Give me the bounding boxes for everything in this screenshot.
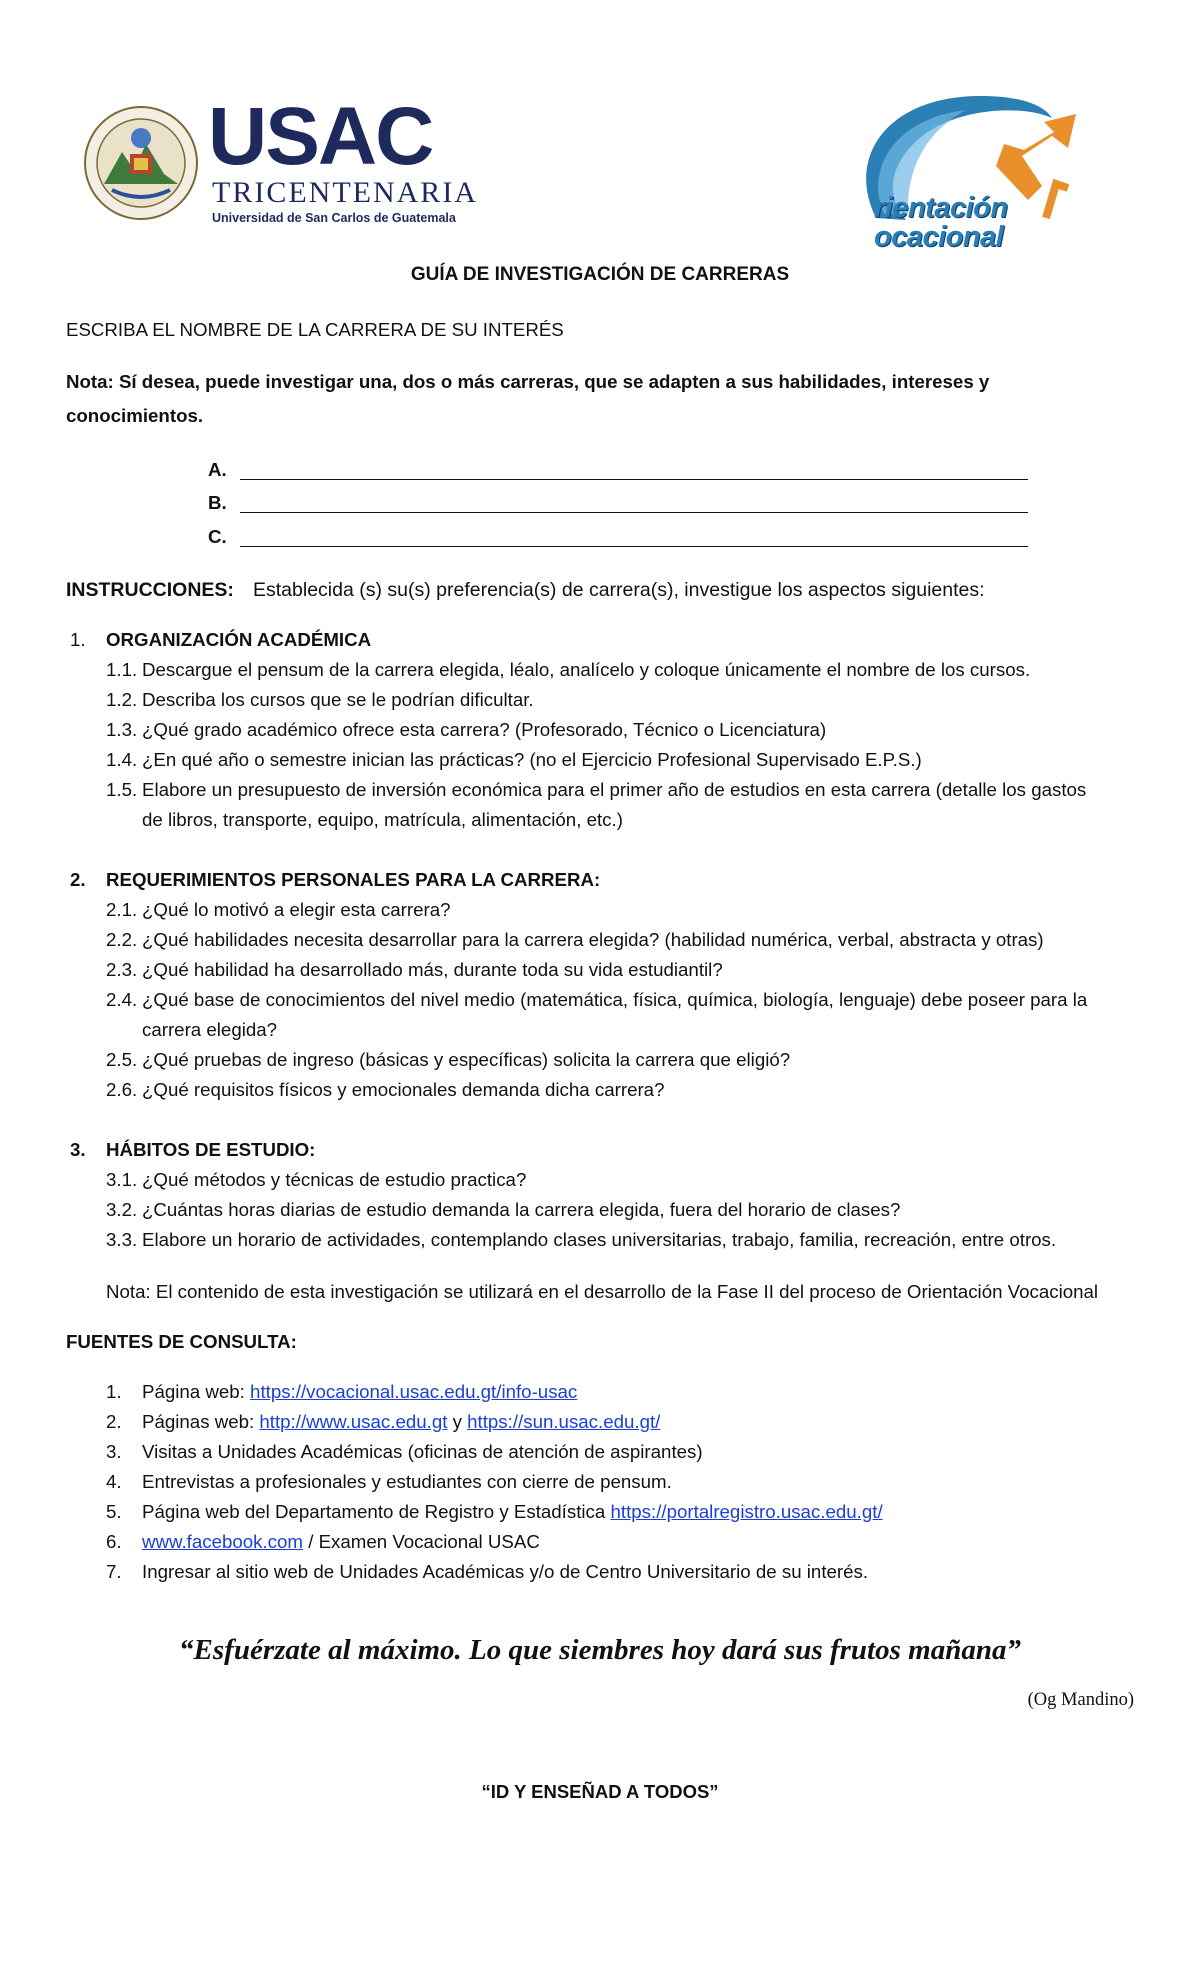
source-5-pre: Página web del Departamento de Registro y Estadística	[142, 1501, 611, 1522]
item-1-1-text: Descargue el pensum de la carrera elegida, léalo, analícelo y coloque únicamente el nombre de los cursos.	[142, 659, 1031, 680]
item-1-2-text: Describa los cursos que se le podrían dificultar.	[142, 689, 534, 710]
section-3-num: 3.	[70, 1139, 86, 1160]
source-5-num: 5.	[106, 1501, 122, 1522]
source-3-text: Visitas a Unidades Académicas (oficinas de atención de aspirantes)	[142, 1441, 703, 1462]
source-6-num: 6.	[106, 1531, 122, 1552]
career-blank-c[interactable]	[240, 546, 1028, 547]
source-6-post: / Examen Vocacional USAC	[303, 1531, 540, 1552]
item-3-3-num: 3.3.	[106, 1229, 138, 1250]
motivational-quote: “Esfuérzate al máximo. Lo que siembres hoy dará sus frutos mañana”	[179, 1634, 1021, 1666]
source-5-link[interactable]: https://portalregistro.usac.edu.gt/	[610, 1501, 883, 1522]
item-2-2-text: ¿Qué habilidades necesita desarrollar para la carrera elegida? (habilidad numérica, verbal, abstracta y otras)	[142, 929, 1044, 950]
instructions-text: Establecida (s) su(s) preferencia(s) de carrera(s), investigue los aspectos siguientes:	[253, 579, 985, 601]
item-2-4-num: 2.4.	[106, 989, 138, 1010]
item-3-1-num: 3.1.	[106, 1169, 138, 1190]
source-1-link[interactable]: https://vocacional.usac.edu.gt/info-usac	[250, 1381, 578, 1402]
source-6-link[interactable]: www.facebook.com	[142, 1531, 303, 1552]
quote-author: (Og Mandino)	[1027, 1690, 1134, 1710]
instructions-label: INSTRUCCIONES:	[66, 579, 234, 601]
source-4-text: Entrevistas a profesionales y estudiantes con cierre de pensum.	[142, 1471, 672, 1492]
blank-label-c: C.	[208, 526, 227, 547]
ov-logo-text: rientación ocacional	[874, 192, 1008, 253]
source-2-link-2[interactable]: https://sun.usac.edu.gt/	[467, 1411, 661, 1432]
item-2-2-num: 2.2.	[106, 929, 138, 950]
item-3-2-num: 3.2.	[106, 1199, 138, 1220]
page-title: GUÍA DE INVESTIGACIÓN DE CARRERAS	[410, 264, 790, 285]
item-2-5-text: ¿Qué pruebas de ingreso (básicas y específicas) solicita la carrera que eligió?	[142, 1049, 791, 1070]
item-2-1-text: ¿Qué lo motivó a elegir esta carrera?	[142, 899, 451, 920]
career-blank-a[interactable]	[240, 479, 1028, 480]
source-2	[142, 1410, 660, 1433]
section-2-heading: REQUERIMIENTOS PERSONALES PARA LA CARRERA:	[106, 869, 601, 890]
note-line-2: conocimientos.	[66, 405, 204, 426]
item-1-5-text: Elabore un presupuesto de inversión económica para el primer año de estudios en esta carrera (detalle los gastos	[142, 779, 1087, 800]
item-1-3-text: ¿Qué grado académico ofrece esta carrera? (Profesorado, Técnico o Licenciatura)	[142, 719, 827, 740]
item-2-3-text: ¿Qué habilidad ha desarrollado más, durante toda su vida estudiantil?	[142, 959, 723, 980]
usac-subtitle: TRICENTENARIA	[212, 176, 478, 209]
item-1-5-num: 1.5.	[106, 779, 138, 800]
blank-label-a: A.	[208, 459, 227, 480]
item-2-1-num: 2.1.	[106, 899, 138, 920]
sources-heading: FUENTES DE CONSULTA:	[66, 1331, 297, 1352]
item-3-3-text: Elabore un horario de actividades, contemplando clases universitarias, trabajo, familia, recreación, entre otros.	[142, 1229, 1057, 1250]
usac-logo	[82, 91, 478, 236]
usac-brand: USAC	[208, 91, 433, 182]
item-2-3-num: 2.3.	[106, 959, 138, 980]
note-line-1: Nota: Sí desea, puede investigar una, dos o más carreras, que se adapten a sus habilidades, intereses y	[66, 371, 990, 392]
item-1-5-cont: de libros, transporte, equipo, matrícula, alimentación, etc.)	[142, 809, 623, 830]
item-1-2-num: 1.2.	[106, 689, 138, 710]
item-1-4-text: ¿En qué año o semestre inician las prácticas? (no el Ejercicio Profesional Supervisado E.P.S.)	[142, 749, 922, 770]
university-motto: “ID Y ENSEÑAD A TODOS”	[481, 1781, 719, 1802]
item-2-6-num: 2.6.	[106, 1079, 138, 1100]
blank-label-b: B.	[208, 492, 227, 513]
career-prompt: ESCRIBA EL NOMBRE DE LA CARRERA DE SU INTERÉS	[66, 319, 564, 340]
item-3-2-text: ¿Cuántas horas diarias de estudio demanda la carrera elegida, fuera del horario de clases?	[142, 1199, 901, 1220]
source-1	[142, 1380, 577, 1403]
career-blank-b[interactable]	[240, 512, 1028, 513]
source-6	[142, 1530, 540, 1553]
item-2-4-cont: carrera elegida?	[142, 1019, 278, 1040]
source-2-num: 2.	[106, 1411, 122, 1432]
item-2-4-text: ¿Qué base de conocimientos del nivel medio (matemática, física, química, biología, lenguaje) debe poseer para la	[142, 989, 1088, 1010]
item-2-6-text: ¿Qué requisitos físicos y emocionales demanda dicha carrera?	[142, 1079, 665, 1100]
source-2-link-1[interactable]: http://www.usac.edu.gt	[259, 1411, 448, 1432]
item-3-1-text: ¿Qué métodos y técnicas de estudio practica?	[142, 1169, 527, 1190]
source-1-pre: Página web:	[142, 1381, 251, 1402]
usac-university: Universidad de San Carlos de Guatemala	[212, 211, 456, 225]
item-1-3-num: 1.3.	[106, 719, 138, 740]
source-1-num: 1.	[106, 1381, 122, 1402]
source-7-num: 7.	[106, 1561, 122, 1582]
section-3-heading: HÁBITOS DE ESTUDIO:	[106, 1139, 316, 1160]
section-1-heading: ORGANIZACIÓN ACADÉMICA	[106, 629, 372, 650]
source-4-num: 4.	[106, 1471, 122, 1492]
item-1-1-num: 1.1.	[106, 659, 138, 680]
source-7-text: Ingresar al sitio web de Unidades Académicas y/o de Centro Universitario de su interés.	[142, 1561, 869, 1582]
source-5	[142, 1500, 883, 1523]
section-1-num: 1.	[70, 629, 86, 650]
orientacion-vocacional-logo	[846, 88, 1134, 253]
source-2-pre: Páginas web:	[142, 1411, 260, 1432]
section-2-num: 2.	[70, 869, 86, 890]
item-1-4-num: 1.4.	[106, 749, 138, 770]
final-note: Nota: El contenido de esta investigación se utilizará en el desarrollo de la Fase II del proceso de Orientación Vocacional	[106, 1281, 1099, 1302]
source-2-mid: y	[447, 1411, 468, 1432]
source-3-num: 3.	[106, 1441, 122, 1462]
item-2-5-num: 2.5.	[106, 1049, 138, 1070]
usac-seal-icon	[82, 104, 200, 222]
